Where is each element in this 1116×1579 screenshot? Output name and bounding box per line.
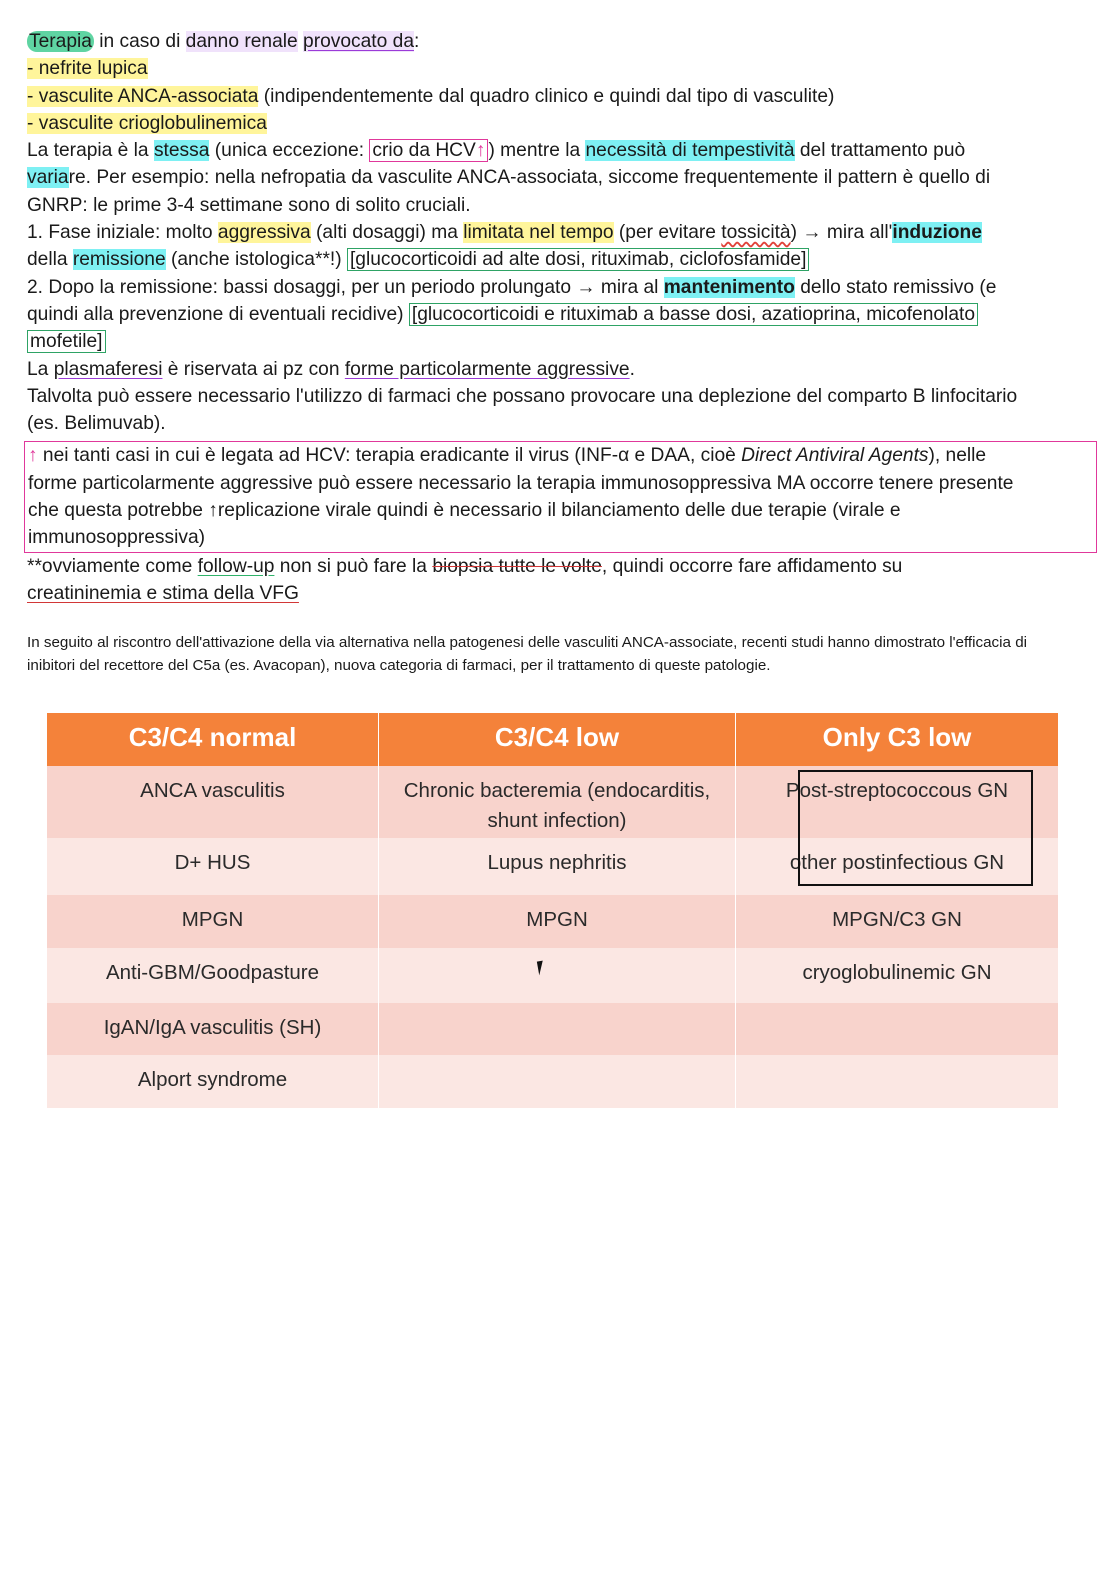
line-5: La terapia è la stessa (unica eccezione: crio da HCV↑ ) mentre la necessità di tempestività del trattamento può (27, 140, 966, 162)
table-header-cell: C3/C4 normal (47, 713, 379, 766)
table-row (47, 1003, 1058, 1055)
line-11: quindi alla prevenzione di eventuali recidive) [glucocorticoidi e rituximab a basse dosi, azatioprina, micofenolato (27, 301, 1087, 328)
line-14: Talvolta può essere necessario l'utilizzo di farmaci che possano provocare una deplezione del comparto B linfocitario (27, 385, 1018, 407)
table-cell: MPGN/C3 GN (736, 895, 1058, 948)
table-cell (379, 1055, 736, 1108)
up-arrow-icon: ↑ (28, 445, 38, 467)
note-line-4: immunosoppressiva) (28, 527, 206, 549)
table-header-row (47, 713, 1058, 766)
table-cell: Lupus nephritis (379, 838, 736, 895)
table-row (47, 948, 1058, 1003)
complement-table (47, 713, 1058, 1108)
line-4: - vasculite crioglobulinemica (27, 112, 267, 134)
line-3: - vasculite ANCA-associata (indipendentemente dal quadro clinico e quindi dal tipo di vasculite) (27, 85, 835, 107)
line-6: variare. Per esempio: nella nefropatia da vasculite ANCA-associata, siccome frequentemente il pattern è quello di (27, 167, 991, 189)
table-header-cell: C3/C4 low (379, 713, 736, 766)
table-cell: cryoglobulinemic GN (736, 948, 1058, 1003)
line-1: Terapia in caso di danno renale provocato da: (29, 31, 420, 52)
table-cell (736, 1055, 1058, 1108)
note-line-2: forme particolarmente aggressive può essere necessario la terapia immunosoppressiva MA occorre tenere presente (28, 472, 1014, 494)
line-10: 2. Dopo la remissione: bassi dosaggi, per un periodo prolungato → mira al mantenimento dello stato remissivo (e (27, 276, 997, 298)
table-cell (379, 948, 736, 1003)
table-cell: ANCA vasculitis (47, 766, 379, 838)
line-8: 1. Fase iniziale: molto aggressiva (alti dosaggi) ma limitata nel tempo (per evitare tossicità) → mira all'induzione (27, 222, 982, 244)
note-line-3: che questa potrebbe ↑replicazione virale quindi è necessario il bilanciamento delle due terapie (virale e (28, 500, 901, 522)
table-row (47, 895, 1058, 948)
line-17: creatininemia e stima della VFG (27, 582, 299, 604)
line-15: (es. Belimuvab). (27, 413, 166, 435)
postinfectious-gn-box (798, 770, 1033, 886)
table-cell: Post-streptococcous GN (736, 766, 1058, 838)
line-9: della remissione (anche istologica**!) [glucocorticoidi ad alte dosi, rituximab, ciclofosfamide] (27, 246, 1087, 273)
line-13: La plasmaferesi è riservata ai pz con forme particolarmente aggressive. (27, 358, 635, 380)
note-line-1: ↑ nei tanti casi in cui è legata ad HCV: terapia eradicante il virus (INF-α e DAA, cioè Direct Antiviral Agents), nelle (28, 445, 987, 467)
table-header-cell: Only C3 low (736, 713, 1058, 766)
table-cell: MPGN (379, 895, 736, 948)
table-cell: Alport syndrome (47, 1055, 379, 1108)
crio-hcv-box: crio da HCV↑ (369, 139, 488, 162)
line-12: mofetile] (27, 328, 1087, 355)
small-paragraph: In seguito al riscontro dell'attivazione della via alternativa nella patogenesi delle vasculiti ANCA-associate, recenti studi hanno dimostrato l'efficacia di inibitori del recettore del C5a (es. Avacopan), nuova categoria di farmaci, per il trattamento di queste patologie. (27, 634, 1028, 675)
table-cell: Chronic bacteremia (endocarditis, shunt infection) (379, 766, 736, 838)
line-7: GNRP: le prime 3-4 settimane sono di solito cruciali. (27, 194, 471, 216)
document-body (27, 28, 1087, 677)
up-arrow-icon: ↑ (475, 140, 486, 162)
table-cell: D+ HUS (47, 838, 379, 895)
line-16: **ovviamente come follow-up non si può fare la biopsia tutte le volte, quindi occorre fare affidamento su (27, 555, 903, 577)
hcv-note-box (24, 441, 1097, 552)
table-cell (736, 1003, 1058, 1055)
table-row (47, 1055, 1058, 1108)
table-cell: IgAN/IgA vasculitis (SH) (47, 1003, 379, 1055)
table-cell (379, 1003, 736, 1055)
table-cell: Anti-GBM/Goodpasture (47, 948, 379, 1003)
table-cell: MPGN (47, 895, 379, 948)
table-cell: other postinfectious GN (736, 838, 1058, 895)
line-2: - nefrite lupica (27, 58, 148, 80)
